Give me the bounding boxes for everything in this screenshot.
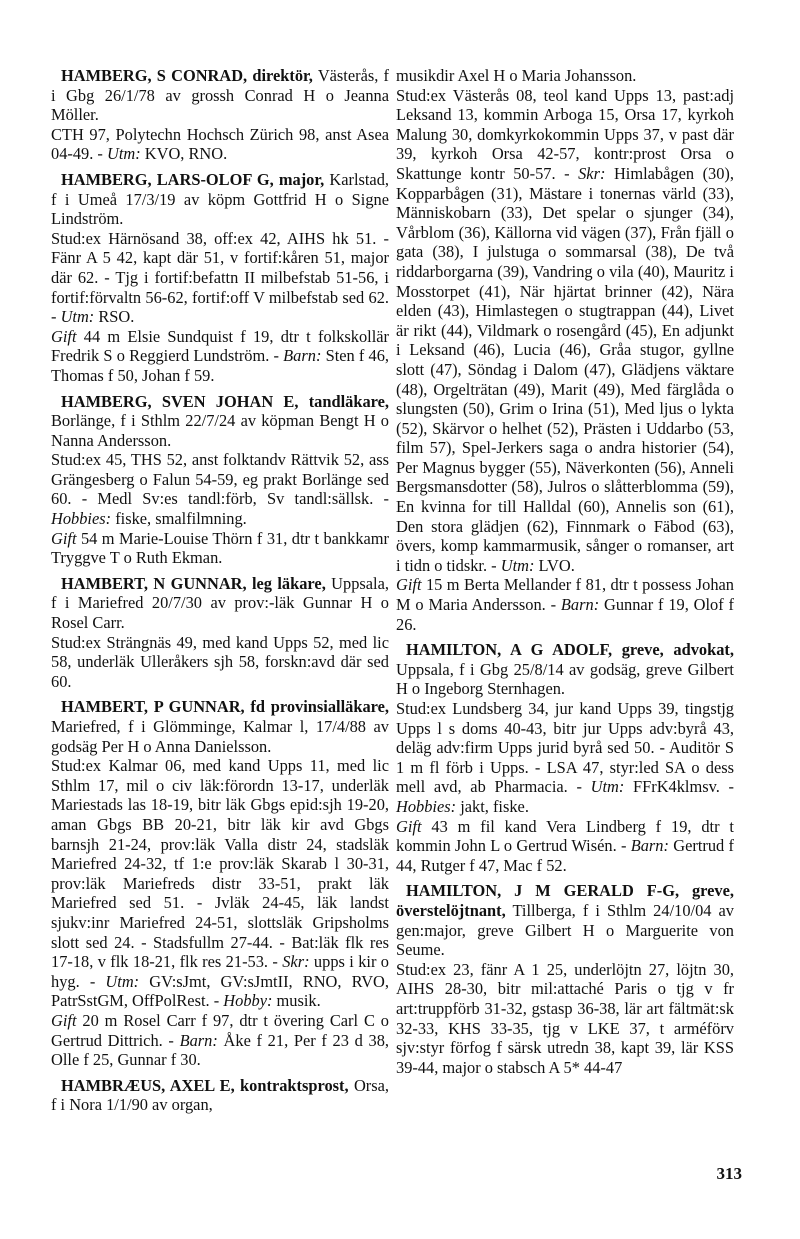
italic-label: Hobby: <box>223 991 273 1011</box>
entry-heading: HAMBERG, S CONRAD, direktör, <box>61 66 313 85</box>
entry-text: 20 m Rosel Carr f 97, dtr t övering Carl C o Gertrud Dittrich. - <box>51 1010 389 1050</box>
italic-label: Skr: <box>282 952 310 972</box>
entry-paragraph <box>51 633 389 692</box>
entry-text: RSO. <box>94 307 135 327</box>
italic-label: Gift <box>51 528 77 548</box>
entry-heading: HAMBERG, LARS-OLOF G, major, <box>61 169 325 189</box>
biography-entry <box>51 1076 389 1115</box>
biography-entry <box>51 170 389 386</box>
entry-paragraph <box>396 66 734 86</box>
biography-entry <box>51 574 389 692</box>
biography-entry <box>396 640 734 875</box>
entry-heading: HAMBERG, SVEN JOHAN E, tandläkare, <box>61 391 389 411</box>
entry-text: Tillberga, f i Sthlm 24/10/04 av gen:major, greve Gilbert H o Marguerite von Seume. <box>396 900 734 960</box>
entry-text: GV:sJmt, GV:sJmtII, RNO, RVO, PatrSstGM, OffPolRest. - <box>51 971 389 1011</box>
entry-text: 44 m Elsie Sundquist f 19, dtr t folkskollär Fredrik S o Reggierd Lundström. - <box>51 326 389 366</box>
entry-paragraph <box>396 575 734 634</box>
entry-paragraph <box>51 574 389 633</box>
italic-label: Gift <box>51 1010 77 1030</box>
italic-label: Utm: <box>500 555 535 575</box>
italic-label: Gift <box>396 575 422 595</box>
italic-label: Utm: <box>590 777 625 797</box>
entry-text: Västerås, f i Gbg 26/1/78 av grossh Conrad H o Jeanna Möller. <box>51 66 389 125</box>
entry-paragraph <box>51 327 389 386</box>
biography-entry <box>51 66 389 164</box>
entry-text: Stud:ex Lundsberg 34, jur kand Upps 39, tingstjg Upps l s doms 40-43, bitr jur Upps adv:byrå 43, deläg adv:firm Upps jurid byrå sed 50. - Auditör S 1 m fl förb i Upps. - LSA 47, styr:led SA o dess mell avd, ab Pharmacia. - <box>396 699 734 797</box>
entry-text: CTH 97, Polytechn Hochsch Zürich 98, anst Asea 04-49. - <box>51 124 389 164</box>
italic-label: Utm: <box>60 307 95 327</box>
italic-label: Utm: <box>105 971 140 991</box>
entry-text: LVO. <box>534 555 575 575</box>
entry-text: Stud:ex Kalmar 06, med kand Upps 11, med lic Sthlm 17, mil o civ läk:förordn 13-17, underläk Mariestads las 18-19, bitr läk Gbgs epid:sjh 19-20, aman Gbgs BB 20-21, bitr läk kir avd Gbgs barnsjh 21-24, prov:läk Valla distr 24, stadsläk Mariefred 24-32, tf 1:e prov:läk Skarab l 30-31, prov:läk Mariefreds distr 33-51, prakt läk Mariefred sed 51. - Jvläk 24-45, läk landst sjukv:inr Mariefred 24-51, slottsläk Gripsholms slott sed 24. - Stadsfullm 27-44. - Bat:läk flk res 17-18, v flk 18-21, flk res 21-53. - <box>51 756 389 972</box>
entry-paragraph <box>396 86 734 576</box>
entry-paragraph <box>51 392 389 451</box>
entry-paragraph <box>51 529 389 568</box>
entry-heading: HAMBRÆUS, AXEL E, kontraktsprost, <box>61 1075 349 1095</box>
entry-paragraph <box>51 66 389 125</box>
left-column <box>51 66 389 1121</box>
entry-text: Stud:ex Strängnäs 49, med kand Upps 52, med lic 58, underläk Ulleråkers sjh 58, forskn:avd där sed 60. <box>51 632 389 691</box>
entry-text: FFrK4klmsv. - <box>624 777 734 797</box>
entry-paragraph <box>396 640 734 699</box>
entry-heading: HAMBERT, N GUNNAR, leg läkare, <box>61 573 326 593</box>
entry-text: Mariefred, f i Glömminge, Kalmar l, 17/4/88 av godsäg Per H o Anna Danielsson. <box>51 717 389 756</box>
italic-label: Gift <box>396 816 422 836</box>
entry-text: Uppsala, f i Mariefred 20/7/30 av prov:-läk Gunnar H o Rosel Carr. <box>51 573 389 633</box>
entry-text: Orsa, f i Nora 1/1/90 av organ, <box>51 1075 389 1115</box>
right-column <box>396 66 734 1083</box>
italic-label: Hobbies: <box>396 796 457 816</box>
entry-paragraph <box>396 817 734 876</box>
entry-text: jakt, fiske. <box>456 796 529 816</box>
entry-text: Åke f 21, Per f 23 d 38, Olle f 25, Gunnar f 30. <box>51 1030 389 1070</box>
entry-text: Gunnar f 19, Olof f 26. <box>396 595 734 634</box>
entry-text: Stud:ex Härnösand 38, off:ex 42, AIHS hk 51. - Fänr A 5 42, kapt där 51, v fortif:kåren 51, major där 62. - Tjg i fortif:befattn II milbefstab 51-56, i fortif:förvaltn 56-62, fortif:off V milbefstab sed 62. - <box>51 228 389 327</box>
page-number: 313 <box>716 1164 742 1183</box>
entry-text: KVO, RNO. <box>140 144 228 164</box>
entry-text: Himlabågen (30), Kopparbågen (31), Mästare i tonernas värld (33), Människobarn (33), Det spelar o sjunger (34), Vårblom (36), Källorna vid vägen (37), Från fjäll o gata (38), I julstuga o sommarsal (38), De två riddarborgarna (39), Vandring o vila (40), Mauritz i Mosstorpet (41), När hjärtat brinner (42), Nära elden (43), Himlastegen o stugtrappan (44), Livet är rikt (44), Vildmark o rosengård (45), En adjunkt i Leksand (46), Lucia (46), Gråa stugor, gyllne slott (47), Söndag i Dalom (47), Glädjens väktare (48), Orgelträtan (49), Marit (49), Med färglåda o slungsten (50), Grim o Irina (51), Med ljus o lykta (52), Skärvor o helhet (52), Prästen i Uddarbo (53, film 57), Spel-Jerkers saga o andra historier (54), Per Magnus bygger (55), Näverkonten (56), Anneli Bergsmansdotter (58), Julros o slåtterblomma (59), En kvinna for till Halldal (60), Annelis son (61), Den stora glädjen (62), Finnmark o Fäbod (63), övers, komp kammarmusik, sånger o romanser, art i tidn o tidskr. - <box>396 163 734 575</box>
italic-label: Barn: <box>179 1030 218 1050</box>
entry-paragraph <box>51 1076 389 1115</box>
entry-heading: HAMILTON, J M GERALD F-G, greve, överstelöjtnant, <box>396 881 734 920</box>
entry-text: Borlänge, f i Sthlm 22/7/24 av köpman Bengt H o Nanna Andersson. <box>51 411 389 450</box>
entry-text: musik. <box>272 991 321 1011</box>
entry-text: Stud:ex 45, THS 52, anst folktandv Rättvik 52, ass Grängesberg o Falun 54-59, eg prakt Borlänge sed 60. - Medl Sv:es tandl:förb, Sv tandl:sällsk. - <box>51 450 389 509</box>
entry-text: Uppsala, f i Gbg 25/8/14 av godsäg, greve Gilbert H o Ingeborg Sternhagen. <box>396 659 734 699</box>
biography-entry <box>396 881 734 1077</box>
entry-paragraph <box>51 450 389 528</box>
entry-text: Karlstad, f i Umeå 17/3/19 av köpm Gottfrid H o Signe Lindström. <box>51 169 389 229</box>
entry-heading: HAMBERT, P GUNNAR, fd provinsialläkare, <box>61 697 389 717</box>
entry-paragraph <box>51 756 389 1011</box>
italic-label: Gift <box>51 326 77 346</box>
entry-paragraph <box>51 697 389 756</box>
entry-text: 54 m Marie-Louise Thörn f 31, dtr t bankkamr Tryggve T o Ruth Ekman. <box>51 528 389 568</box>
entry-paragraph <box>396 960 734 1078</box>
italic-label: Skr: <box>578 163 606 183</box>
entry-text: Stud:ex 23, fänr A 1 25, underlöjtn 27, löjtn 30, AIHS 28-30, bitr mil:attaché Paris o tjg v fr art:truppförb 31-32, gstasp 36-38, lär art fältmät:sk 32-33, KHS 33-35, tjg v LKE 37, t arméförv sjv:styr förfog f särsk utredn 38, kapt 39, lär KSS 39-44, major o stabsch A 5* 44-47 <box>396 959 734 1077</box>
biography-entry <box>51 392 389 568</box>
biography-entry <box>51 697 389 1069</box>
entry-text: Gertrud f 44, Rutger f 47, Mac f 52. <box>396 836 734 875</box>
entry-paragraph <box>51 1011 389 1070</box>
italic-label: Barn: <box>560 595 600 615</box>
italic-label: Barn: <box>630 836 669 856</box>
entry-text: Sten f 46, Thomas f 50, Johan f 59. <box>51 346 389 385</box>
entry-text: musikdir Axel H o Maria Johansson. <box>396 66 637 85</box>
entry-paragraph <box>51 170 389 229</box>
entry-heading: HAMILTON, A G ADOLF, greve, advokat, <box>406 640 734 660</box>
entry-text: Stud:ex Västerås 08, teol kand Upps 13, past:adj Leksand 13, kommin Arboga 15, Orsa 17, kyrkoh Malung 30, domkyrkokommin Upps 37, v past där 39, kyrkoh Orsa 42-57, kontr:prost Orsa o Skattunge kontr 50-57. - <box>396 85 734 183</box>
entry-text: upps i kir o hyg. - <box>51 952 389 991</box>
italic-label: Hobbies: <box>51 509 112 529</box>
entry-paragraph <box>396 881 734 959</box>
entry-text: fiske, smalfilmning. <box>111 509 247 529</box>
italic-label: Utm: <box>107 144 141 164</box>
italic-label: Barn: <box>283 346 322 366</box>
entry-text: 43 m fil kand Vera Lindberg f 19, dtr t kommin John L o Gertrud Wisén. - <box>396 816 734 856</box>
entry-paragraph <box>51 125 389 164</box>
entry-paragraph <box>396 699 734 817</box>
entry-text: 15 m Berta Mellander f 81, dtr t possess Johan M o Maria Andersson. - <box>396 575 734 615</box>
biography-entry <box>396 66 734 634</box>
entry-paragraph <box>51 229 389 327</box>
